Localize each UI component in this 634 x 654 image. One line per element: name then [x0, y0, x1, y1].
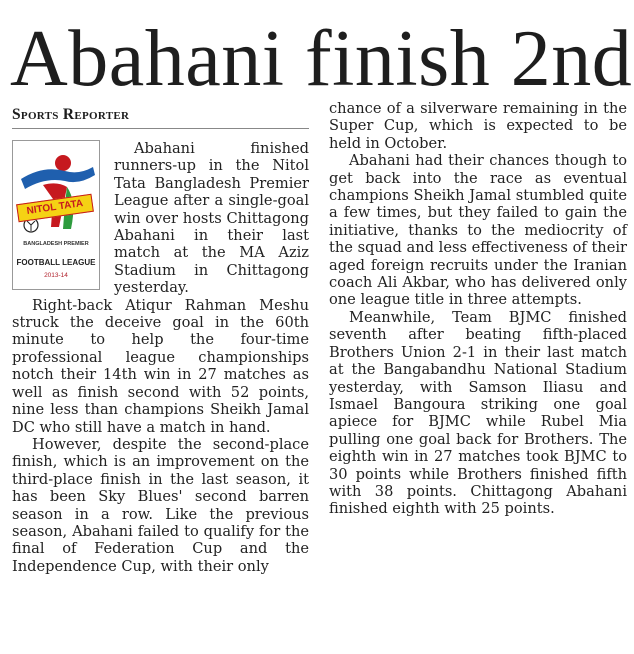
- headline: Abahani finish 2nd: [10, 15, 633, 103]
- article-paragraph: chance of a silverware remaining in the Super Cup, which is expected to be held in October.: [329, 100, 627, 152]
- article-paragraph: Abahani had their chances though to get back into the race as eventual champions Sheikh Jamal stumbled quite a few times, but they failed to gain the initiative, thanks to the mediocrity of the squad and less effectiveness of their aged foreign recruits under the Iranian coach Ali Akbar, who has delivered only one league title in three attempts.: [329, 152, 627, 309]
- article-paragraph: Meanwhile, Team BJMC finished seventh after beating fifth-placed Brothers Union 2-1 in their last match at the Bangabandhu National Stadium yesterday, with Samson Iliasu and Ismael Bangoura striking one goal apiece for BJMC while Rubel Mia pulling one goal back for Brothers. The eighth win in 27 matches took BJMC to 30 points while Brothers finished fifth with 38 points. Chittagong Abahani finished eighth with 25 points.: [329, 308, 627, 518]
- league-logo: [12, 140, 100, 290]
- article-paragraph: Abahani finished runners-up in the Nitol Tata Bangladesh Premier League after a single-goal win over hosts Chittagong Abahani in their last match at the MA Aziz Stadium in Chittagong yesterday.: [114, 140, 309, 297]
- logo-line1: BANGLADESH PREMIER: [23, 241, 89, 247]
- column-right: [329, 100, 627, 518]
- article-paragraph: Right-back Atiqur Rahman Meshu struck the deceive goal in the 60th minute to help the four-time professional league championships notch their 14th win in 27 matches as well as finish second with 52 points, nine less than champions Sheikh Jamal DC who still have a match in hand.: [12, 296, 309, 436]
- article-paragraph: However, despite the second-place finish, which is an improvement on the third-place finish in the last season, it has been Sky Blues' second barren season in a row. Like the previous season, Abahani failed to qualify for the final of Federation Cup and the Independence Cup, with their only: [12, 435, 309, 575]
- logo-season: 2013-14: [44, 272, 68, 279]
- logo-line2: FOOTBALL LEAGUE: [16, 258, 96, 267]
- logo-brand: NITOL TATA: [16, 194, 94, 222]
- byline: Sports Reporter: [12, 100, 309, 129]
- column-left: [12, 100, 309, 575]
- footballer-figure-icon: [13, 141, 99, 241]
